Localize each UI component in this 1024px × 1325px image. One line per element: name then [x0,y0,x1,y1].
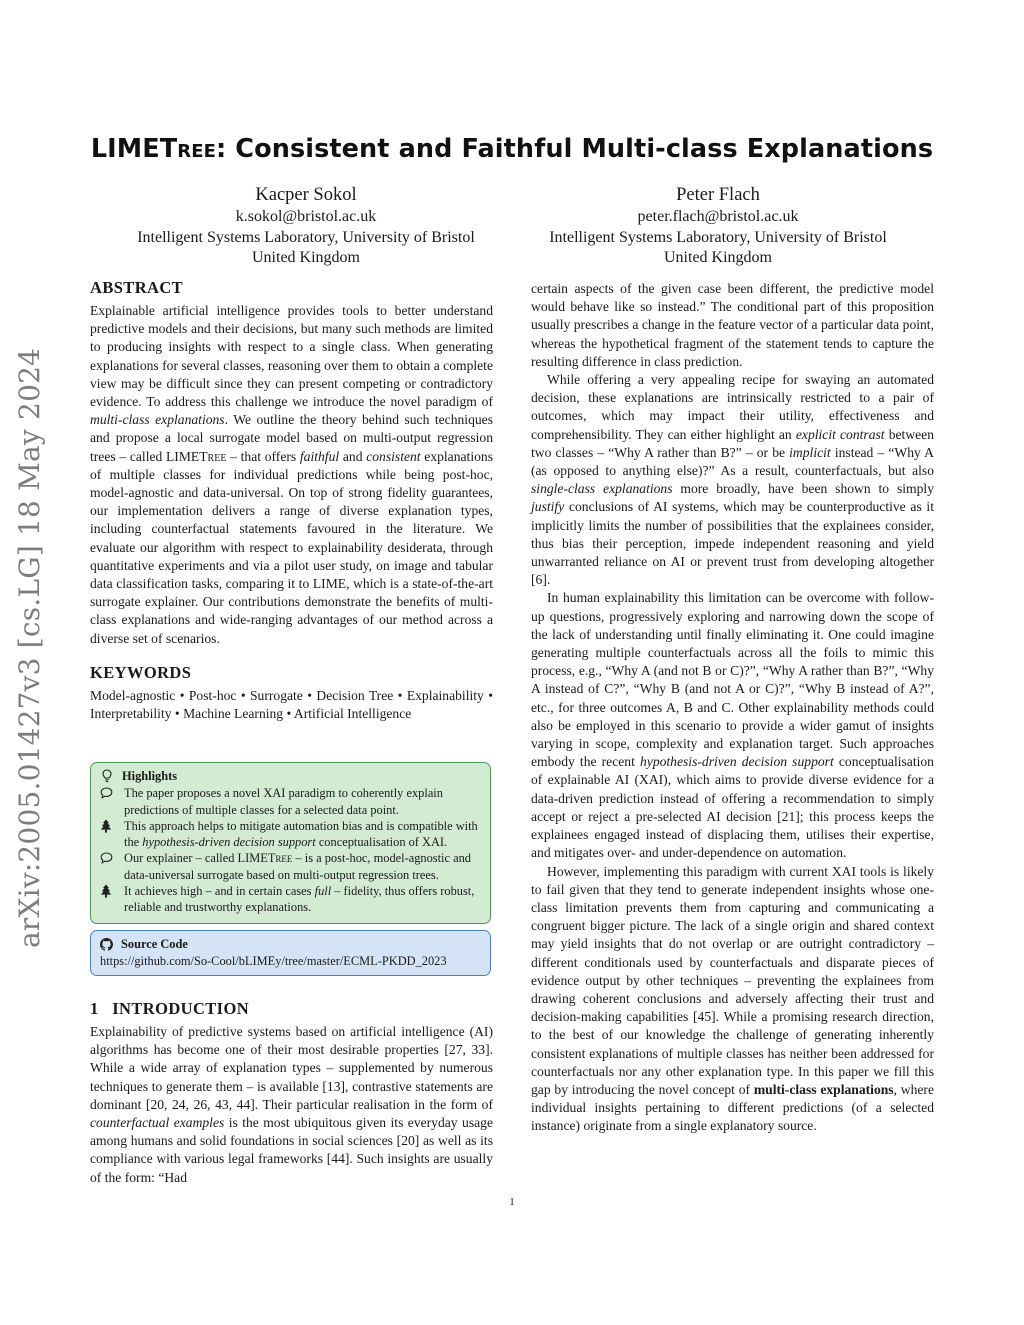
source-code-title: Source Code [100,936,481,952]
highlight-item: The paper proposes a novel XAI paradigm to coherently explain predictions of multiple classes for a selected data point. [100,785,481,818]
highlights-box [90,762,491,924]
author-name: Kacper Sokol [255,185,357,205]
author-email: peter.flach@bristol.ac.uk [637,208,799,225]
highlight-item: This approach helps to mitigate automation bias and is compatible with the hypothesis-driven decision support conceptualisation of XAI. [100,818,481,851]
introduction-section [90,998,493,1187]
keywords-heading: KEYWORDS [90,662,192,682]
page-number: 1 [509,1196,515,1208]
tree-icon [100,818,124,834]
right-paragraph-1: certain aspects of the given case been different, the predictive model would behave like so instead.” The conditional part of this proposition usually prescribes a change in the feature vector of a particular data point, whereas the hypothetical fragment of the statement tends to capture the resulting difference in class prediction. [531,281,934,369]
arxiv-identifier: arXiv:2005.01427v3 [cs.LG] 18 May 2024 [13,347,46,948]
highlight-item: Our explainer – called LIMETree – is a post-hoc, model-agnostic and data-universal surrogate based on multi-output regression trees. [100,850,481,883]
keywords-text: Model-agnostic • Post-hoc • Surrogate • Decision Tree • Explainability • Interpretability • Machine Learning • Artificial Intelligence [90,687,493,722]
highlights-title: Highlights [100,768,481,784]
author-name: Peter Flach [676,185,760,205]
paper-title: LIMETree: Consistent and Faithful Multi-class Explanations [90,134,934,164]
highlight-item: It achieves high – and in certain cases full – fidelity, thus offers robust, reliable and trustworthy explanations. [100,883,481,916]
right-paragraph-4: However, implementing this paradigm with current XAI tools is likely to fail given that they tend to generate independent insights whose one-class limitation prevents them from capturing and communicating a congruent bigger picture. The lack of a single origin and shared context may yield insights that do not overlap or are outright contradictory – different conditionals used by counterfactuals and disparate pieces of evidence output by other techniques – preventing the explainees from drawing coherent conclusions and adversely affecting their trust and decision-making capabilities [45]. While a promising research direction, to the best of our knowledge the challenge of generating inherently consistent explanations of multiple classes has neither been addressed for counterfactuals nor any other explanation type. In this paper we fill this gap by introducing the novel concept of multi-class explanations, where individual insights pertaining to different predictions (of a selected instance) originate from a single explanatory source. [531,863,934,1134]
abstract-text: Explainable artificial intelligence provides tools to better understand predictive models and their decisions, but many such methods are limited to producing insights with respect to a single class. When generating explanations for several classes, reasoning over them to obtain a complete view may be difficult since they can present competing or contradictory evidence. To address this challenge we introduce the novel paradigm of multi-class explanations. We outline the theory behind such techniques and propose a local surrogate model based on multi-output regression trees – called LIMETree – that offers faithful and consistent explanations of multiple classes for individual predictions while being post-hoc, model-agnostic and data-universal. On top of strong fidelity guarantees, our implementation delivers a range of diverse explanation types, including counterfactual statements favoured in the literature. We evaluate our algorithm with respect to explainability desiderata, through quantitative experiments and via a pilot user study, on image and tabular data classification tasks, comparing it to LIME, which is a state-of-the-art surrogate explainer. Our contributions demonstrate the benefits of multi-class explanations and wide-ranging advantages of our method across a diverse set of scenarios. [90,303,493,646]
author-country: United Kingdom [664,249,772,266]
github-icon [100,938,113,951]
author-country: United Kingdom [252,249,360,266]
tree-icon [100,883,124,899]
author-affiliation: Intelligent Systems Laboratory, University of Bristol [137,228,475,246]
author-email: k.sokol@bristol.ac.uk [235,208,377,225]
abstract-heading: ABSTRACT [90,278,184,297]
right-paragraph-3: In human explainability this limitation can be overcome with follow-up questions, progressively exploring and narrowing down the scope of the lack of understanding until finally eliminating it. One could imagine generating multiple counterfactuals across all the foils to mimic this process, e.g., “Why A (and not B or C)?”, “Why A rather than B?”, “Why A instead of C?”, “Why B (and not A or C)?”, “Why B instead of A?”, etc., for three outcomes A, B and C. Other explainability methods could also be employed in this scenario to provide a wider gamut of insights varying in scope, complexity and explanation target. Such approaches embody the recent hypothesis-driven decision support conceptualisation of explainable AI (XAI), which aims to provide diverse evidence for a data-driven prediction instead of offering a recommendation to simply accept or reject a pre-selected AI decision [21]; this process keeps the explainees engaged instead of displacing them, utilises their expertise, and mitigates over- and under-dependence on automation. [531,590,934,861]
author-affiliation: Intelligent Systems Laboratory, University of Bristol [549,228,887,246]
right-column [531,280,934,1136]
speech-bubble-icon [100,785,124,801]
source-code-link[interactable]: https://github.com/So-Cool/bLIMEy/tree/master/ECML-PKDD_2023 [100,954,447,969]
author-block-1 [96,184,516,269]
left-column-top [90,277,493,723]
source-code-box [90,930,491,976]
lightbulb-icon [100,769,114,783]
introduction-heading: 1 INTRODUCTION [90,999,250,1018]
introduction-text: Explainability of predictive systems based on artificial intelligence (AI) algorithms has become one of their most desirable properties [27, 33]. While a wide array of explanation types – supplemented by numerous techniques to generate them – is available [13], contrastive statements are dominant [20, 24, 26, 43, 44]. Their particular realisation in the form of counterfactual examples is the most ubiquitous given its everyday usage among humans and solid foundations in social sciences [20] as well as its compliance with various legal frameworks [44]. Such insights are usually of the form: “Had [90,1024,493,1185]
right-paragraph-2: While offering a very appealing recipe for swaying an automated decision, these explanations are intrinsically restricted to a pair of outcomes, which may impact their utility, effectiveness and comprehensibility. They can either highlight an explicit contrast between two classes – “Why A rather than B?” – or be implicit instead – “Why A (as opposed to anything else)?” As a result, counterfactuals, but also single-class explanations more broadly, have been shown to simply justify conclusions of AI systems, which may be counterproductive as it implicitly limits the number of possibilities that the explainees consider, thus bias their perception, impede independent reasoning and yield unwarranted reliance on AI or prevent trust from developing altogether [6]. [531,372,935,588]
author-block-2 [508,184,928,269]
speech-bubble-icon [100,850,124,866]
